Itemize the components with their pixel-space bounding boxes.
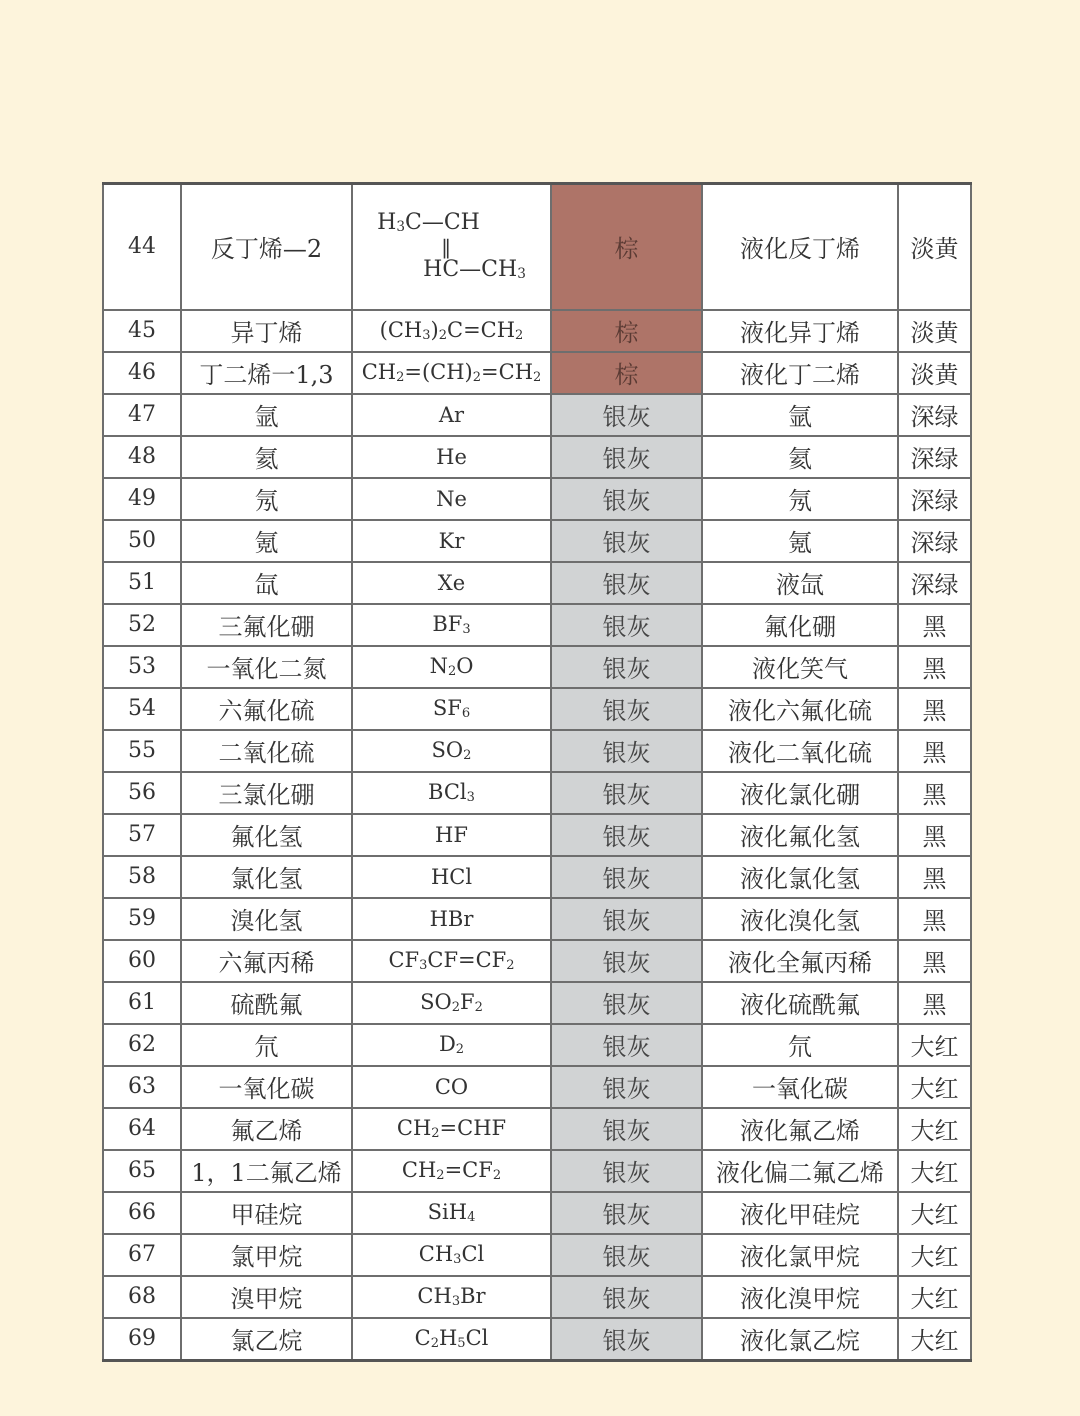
- row-number: 49: [103, 478, 181, 520]
- row-number: 68: [103, 1276, 181, 1318]
- chemical-formula: Ne: [352, 478, 551, 520]
- label-text-color: 深绿: [898, 520, 971, 562]
- label-text-color: 黑: [898, 772, 971, 814]
- cylinder-paint-color: 银灰: [551, 562, 702, 604]
- table-row: [103, 184, 971, 310]
- label-text-color: 黑: [898, 814, 971, 856]
- table-row: [103, 1276, 971, 1318]
- chemical-formula: Kr: [352, 520, 551, 562]
- table-row: [103, 898, 971, 940]
- cylinder-paint-color: 银灰: [551, 604, 702, 646]
- chemical-formula: HBr: [352, 898, 551, 940]
- row-number: 69: [103, 1318, 181, 1361]
- chemical-formula: $SO_2F_2$: [352, 982, 551, 1024]
- gas-name: 溴甲烷: [181, 1276, 352, 1318]
- gas-name: 溴化氢: [181, 898, 352, 940]
- label-text-color: 淡黄: [898, 310, 971, 352]
- label-text-color: 黑: [898, 730, 971, 772]
- table-row: [103, 1150, 971, 1192]
- row-number: 53: [103, 646, 181, 688]
- gas-name: 三氯化硼: [181, 772, 352, 814]
- chemical-formula: $CH_2=CF_2$: [352, 1150, 551, 1192]
- gas-name: 氖: [181, 478, 352, 520]
- structural-formula-line: $H_3C—CH$: [377, 210, 480, 236]
- gas-cylinder-color-table-wrapper: [102, 182, 970, 1362]
- gas-name: 六氟化硫: [181, 688, 352, 730]
- label-text: 液化笑气: [702, 646, 898, 688]
- gas-name: 氯化氢: [181, 856, 352, 898]
- table-row: [103, 940, 971, 982]
- table-row: [103, 604, 971, 646]
- label-text-color: 黑: [898, 604, 971, 646]
- table-row: [103, 1192, 971, 1234]
- label-text-color: 黑: [898, 688, 971, 730]
- label-text: 液化氟乙烯: [702, 1108, 898, 1150]
- label-text-color: 黑: [898, 898, 971, 940]
- row-number: 60: [103, 940, 181, 982]
- label-text: 液化六氟化硫: [702, 688, 898, 730]
- table-row: [103, 646, 971, 688]
- label-text: 氦: [702, 436, 898, 478]
- label-text-color: 黑: [898, 646, 971, 688]
- table-row: [103, 1234, 971, 1276]
- label-text-color: 黑: [898, 982, 971, 1024]
- chemical-formula: $CH_2=CHF$: [352, 1108, 551, 1150]
- gas-cylinder-color-table: [102, 182, 972, 1362]
- chemical-formula: $SO_2$: [352, 730, 551, 772]
- cylinder-paint-color: 银灰: [551, 1024, 702, 1066]
- chemical-formula: $N_2O$: [352, 646, 551, 688]
- row-number: 52: [103, 604, 181, 646]
- chemical-formula: Xe: [352, 562, 551, 604]
- cylinder-paint-color: 银灰: [551, 646, 702, 688]
- label-text-color: 大红: [898, 1150, 971, 1192]
- table-row: [103, 310, 971, 352]
- cylinder-paint-color: 银灰: [551, 436, 702, 478]
- chemical-formula: [352, 184, 551, 310]
- table-row: [103, 772, 971, 814]
- gas-name: 1，1二氟乙烯: [181, 1150, 352, 1192]
- label-text-color: 深绿: [898, 394, 971, 436]
- cylinder-paint-color: 银灰: [551, 856, 702, 898]
- row-number: 47: [103, 394, 181, 436]
- cylinder-paint-color: 银灰: [551, 772, 702, 814]
- label-text: 氪: [702, 520, 898, 562]
- gas-name: 氟乙烯: [181, 1108, 352, 1150]
- row-number: 62: [103, 1024, 181, 1066]
- cylinder-paint-color: 银灰: [551, 814, 702, 856]
- row-number: 63: [103, 1066, 181, 1108]
- label-text: 液化氟化氢: [702, 814, 898, 856]
- cylinder-paint-color: 银灰: [551, 520, 702, 562]
- gas-name: 丁二烯一1,3: [181, 352, 352, 394]
- row-number: 61: [103, 982, 181, 1024]
- label-text-color: 大红: [898, 1234, 971, 1276]
- chemical-formula: $SF_6$: [352, 688, 551, 730]
- structural-formula-line: ‖: [441, 234, 452, 259]
- cylinder-paint-color: 银灰: [551, 688, 702, 730]
- label-text: 氟化硼: [702, 604, 898, 646]
- label-text: 氘: [702, 1024, 898, 1066]
- cylinder-paint-color: 棕: [551, 184, 702, 310]
- row-number: 44: [103, 184, 181, 310]
- row-number: 55: [103, 730, 181, 772]
- label-text-color: 黑: [898, 856, 971, 898]
- label-text-color: 大红: [898, 1192, 971, 1234]
- table-row: [103, 352, 971, 394]
- chemical-formula: HCl: [352, 856, 551, 898]
- chemical-formula: SiH$_4$: [352, 1192, 551, 1234]
- chemical-formula: $BF_3$: [352, 604, 551, 646]
- cylinder-paint-color: 银灰: [551, 1150, 702, 1192]
- label-text: 液化二氧化硫: [702, 730, 898, 772]
- cylinder-paint-color: 棕: [551, 310, 702, 352]
- cylinder-paint-color: 银灰: [551, 940, 702, 982]
- label-text: 液化氯化硼: [702, 772, 898, 814]
- label-text-color: 大红: [898, 1318, 971, 1361]
- gas-name: 一氧化碳: [181, 1066, 352, 1108]
- chemical-formula: $CF_3CF=CF_2$: [352, 940, 551, 982]
- label-text: 液化硫酰氟: [702, 982, 898, 1024]
- label-text-color: 深绿: [898, 562, 971, 604]
- row-number: 51: [103, 562, 181, 604]
- cylinder-paint-color: 银灰: [551, 898, 702, 940]
- table-row: [103, 730, 971, 772]
- label-text: 液化异丁烯: [702, 310, 898, 352]
- table-row: [103, 394, 971, 436]
- label-text: 液化氯甲烷: [702, 1234, 898, 1276]
- row-number: 67: [103, 1234, 181, 1276]
- label-text: 液化溴甲烷: [702, 1276, 898, 1318]
- table-row: [103, 520, 971, 562]
- table-body: [103, 184, 971, 1361]
- row-number: 59: [103, 898, 181, 940]
- row-number: 65: [103, 1150, 181, 1192]
- chemical-formula: He: [352, 436, 551, 478]
- gas-name: 三氟化硼: [181, 604, 352, 646]
- label-text: 液化溴化氢: [702, 898, 898, 940]
- chemical-formula: $CH_3Br$: [352, 1276, 551, 1318]
- label-text: 液化氯化氢: [702, 856, 898, 898]
- gas-name: 氙: [181, 562, 352, 604]
- chemical-formula: Ar: [352, 394, 551, 436]
- table-row: [103, 1108, 971, 1150]
- row-number: 50: [103, 520, 181, 562]
- gas-name: 氯乙烷: [181, 1318, 352, 1361]
- label-text: 液化偏二氟乙烯: [702, 1150, 898, 1192]
- chemical-formula: HF: [352, 814, 551, 856]
- table-row: [103, 856, 971, 898]
- gas-name: 一氧化二氮: [181, 646, 352, 688]
- label-text: 液化丁二烯: [702, 352, 898, 394]
- chemical-formula: $CH_3Cl$: [352, 1234, 551, 1276]
- gas-name: 异丁烯: [181, 310, 352, 352]
- cylinder-paint-color: 银灰: [551, 1108, 702, 1150]
- label-text: 液氙: [702, 562, 898, 604]
- label-text: 液化氯乙烷: [702, 1318, 898, 1361]
- row-number: 56: [103, 772, 181, 814]
- label-text-color: 大红: [898, 1276, 971, 1318]
- table-row: [103, 562, 971, 604]
- table-row: [103, 1066, 971, 1108]
- label-text: 氖: [702, 478, 898, 520]
- cylinder-paint-color: 银灰: [551, 1192, 702, 1234]
- label-text-color: 深绿: [898, 478, 971, 520]
- table-row: [103, 478, 971, 520]
- row-number: 48: [103, 436, 181, 478]
- label-text-color: 黑: [898, 940, 971, 982]
- chemical-formula: $(CH_3)_2C=CH_2$: [352, 310, 551, 352]
- row-number: 54: [103, 688, 181, 730]
- label-text: 液化全氟丙稀: [702, 940, 898, 982]
- cylinder-paint-color: 银灰: [551, 1276, 702, 1318]
- row-number: 46: [103, 352, 181, 394]
- gas-name: 氩: [181, 394, 352, 436]
- row-number: 64: [103, 1108, 181, 1150]
- row-number: 58: [103, 856, 181, 898]
- row-number: 45: [103, 310, 181, 352]
- label-text-color: 大红: [898, 1108, 971, 1150]
- chemical-formula: $CH_2=(CH)_2=CH_2$: [352, 352, 551, 394]
- gas-name: 氟化氢: [181, 814, 352, 856]
- chemical-formula: BCl$_3$: [352, 772, 551, 814]
- label-text-color: 淡黄: [898, 184, 971, 310]
- gas-name: 二氧化硫: [181, 730, 352, 772]
- label-text: 氩: [702, 394, 898, 436]
- gas-name: 六氟丙稀: [181, 940, 352, 982]
- cylinder-paint-color: 棕: [551, 352, 702, 394]
- gas-name: 甲硅烷: [181, 1192, 352, 1234]
- label-text-color: 深绿: [898, 436, 971, 478]
- table-row: [103, 814, 971, 856]
- cylinder-paint-color: 银灰: [551, 478, 702, 520]
- cylinder-paint-color: 银灰: [551, 1066, 702, 1108]
- table-row: [103, 982, 971, 1024]
- cylinder-paint-color: 银灰: [551, 1318, 702, 1361]
- chemical-formula: $C_2H_5Cl$: [352, 1318, 551, 1361]
- table-row: [103, 688, 971, 730]
- gas-name: 反丁烯—2: [181, 184, 352, 310]
- label-text-color: 淡黄: [898, 352, 971, 394]
- cylinder-paint-color: 银灰: [551, 394, 702, 436]
- label-text: 液化甲硅烷: [702, 1192, 898, 1234]
- structural-formula-line: $HC—CH_3$: [423, 256, 526, 282]
- table-row: [103, 436, 971, 478]
- label-text-color: 大红: [898, 1024, 971, 1066]
- table-row: [103, 1024, 971, 1066]
- cylinder-paint-color: 银灰: [551, 1234, 702, 1276]
- chemical-formula: CO: [352, 1066, 551, 1108]
- gas-name: 氦: [181, 436, 352, 478]
- table-row: [103, 1318, 971, 1361]
- label-text: 液化反丁烯: [702, 184, 898, 310]
- gas-name: 氪: [181, 520, 352, 562]
- cylinder-paint-color: 银灰: [551, 982, 702, 1024]
- cylinder-paint-color: 银灰: [551, 730, 702, 772]
- gas-name: 氯甲烷: [181, 1234, 352, 1276]
- label-text: 一氧化碳: [702, 1066, 898, 1108]
- row-number: 57: [103, 814, 181, 856]
- gas-name: 氘: [181, 1024, 352, 1066]
- structural-formula: [377, 212, 526, 281]
- chemical-formula: $D_2$: [352, 1024, 551, 1066]
- label-text-color: 大红: [898, 1066, 971, 1108]
- row-number: 66: [103, 1192, 181, 1234]
- gas-name: 硫酰氟: [181, 982, 352, 1024]
